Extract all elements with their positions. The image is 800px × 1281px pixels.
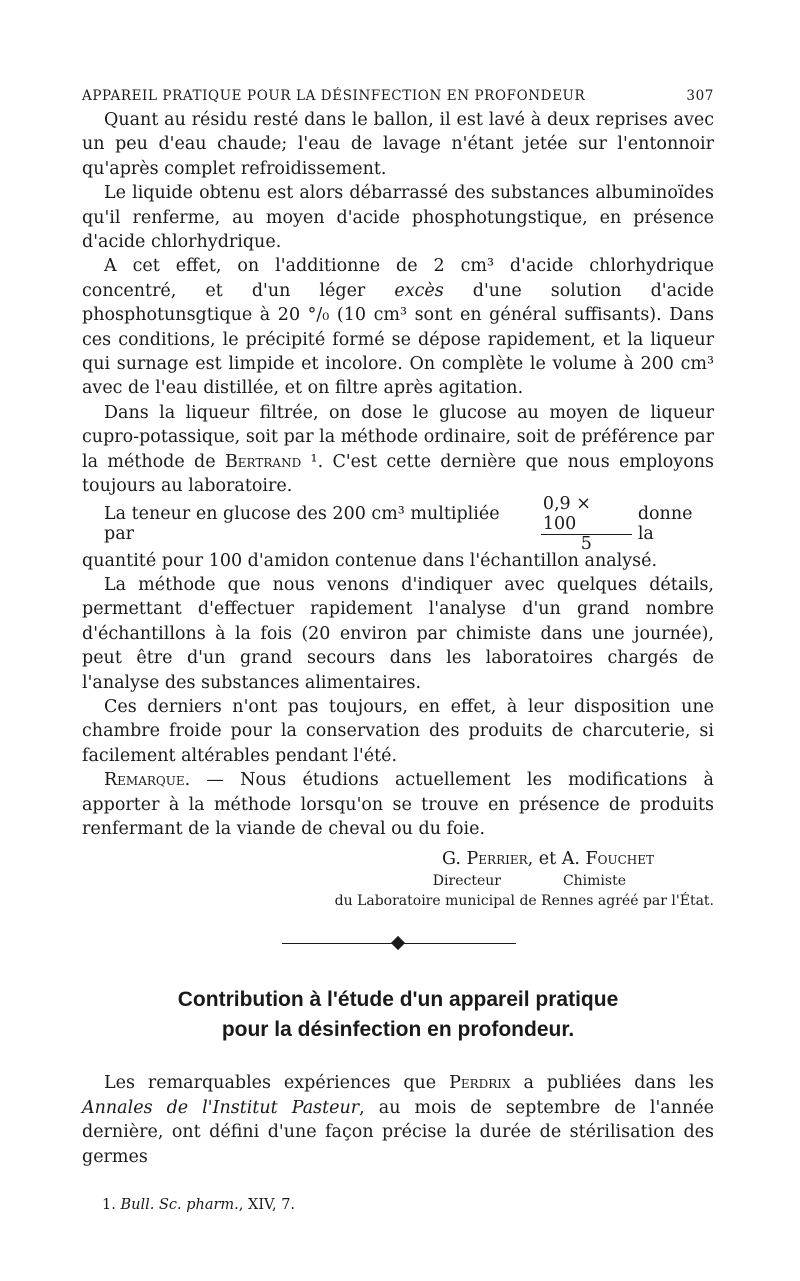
- formula-lead-text: La teneur en glucose des 200 cm³ multipliée par: [104, 503, 500, 544]
- article-title-line-1: Contribution à l'étude d'un appareil pratique: [177, 988, 619, 1012]
- paragraph-2: Le liquide obtenu est alors débarrassé des substances albuminoïdes qu'il renferme, au moyen d'acide phosphotungstique, en présence d'acide chlorhydrique.: [82, 183, 714, 253]
- page-number: 307: [686, 88, 714, 104]
- author-name-bertrand: Bertrand: [224, 451, 302, 472]
- fraction-denominator: 5: [580, 534, 592, 554]
- footnote-journal: Bull. Sc. pharm.: [120, 1197, 239, 1213]
- paragraph-3: [82, 254, 714, 400]
- section-divider: [82, 929, 714, 959]
- footnote-reference: , XIV, 7.: [238, 1197, 296, 1213]
- remark-paragraph: [82, 768, 714, 841]
- paragraph-5-continued: quantité pour 100 d'amidon contenue dans l'échantillon analysé.: [82, 550, 658, 571]
- role-chimiste: Chimiste: [562, 873, 626, 890]
- intro-text-a: Les remarquables expériences que: [104, 1073, 450, 1094]
- signature-name-fouchet: Fouchet: [585, 849, 654, 870]
- paragraph-1: Quant au résidu resté dans le ballon, il est lavé à deux reprises avec un peu d'eau chaude; l'eau de lavage n'étant jetée sur l'entonnoir qu'après complet refroidissement.: [82, 110, 714, 179]
- paragraph-6: La méthode que nous venons d'indiquer avec quelques détails, permettant d'effectuer rapidement l'analyse d'un grand nombre d'échantillons à la fois (20 environ par chimiste dans une journée), peut être d'un grand secours dans les laboratoires chargés de l'analyse des substances alimentaires.: [82, 574, 714, 693]
- formula-trail-text: donne la: [637, 503, 693, 544]
- footnote-number: 1.: [102, 1197, 121, 1213]
- role-directeur: Directeur: [432, 873, 501, 890]
- paragraph-3-text-a: A cet effet, on l'additionne de 2 cm³ d'acide chlorhydrique concentré, et d'un léger: [82, 256, 714, 301]
- affiliation-text: du Laboratoire municipal de Rennes agréé par l'État.: [334, 893, 714, 910]
- signature-affiliation: [82, 891, 714, 911]
- intro-text-c: , au mois de septembre de l'année dernière, ont défini d'une façon précise la durée de stérilisation des germes: [82, 1097, 714, 1167]
- article-title-line-2: pour la désinfection en profondeur.: [221, 1018, 575, 1042]
- author-name-perdrix: Perdrix: [449, 1073, 511, 1094]
- paragraph-3-text-b: d'une solution d'acide phosphotunsgtique à 20 °/₀ (10 cm³ sont en général suffisants). Dans ces conditions, le précipité formé se dépose rapidement, et la liqueur qui surnage est limpide et incolore. On complète le volume à 200 cm³ avec de l'eau distillée, et on filtre après agitation.: [82, 280, 714, 399]
- paragraph-4-text-b: ¹. C'est cette dernière que nous employons toujours au laboratoire.: [82, 451, 714, 497]
- paragraph-7: Ces derniers n'ont pas toujours, en effet, à leur disposition une chambre froide pour la conservation des produits de charcuterie, si facilement altérables pendant l'été.: [82, 696, 714, 766]
- signature-roles: [82, 871, 714, 891]
- journal-title: Annales de l'Institut Pasteur: [82, 1097, 360, 1118]
- signature: [82, 847, 714, 871]
- remark-label: Remarque.: [104, 770, 191, 791]
- paragraph-3-italic: excès: [394, 280, 444, 301]
- running-header: [82, 86, 714, 106]
- signature-initial-1: G.: [442, 849, 467, 870]
- footnote: [82, 1197, 714, 1213]
- signature-joiner: , et A.: [527, 849, 586, 870]
- signature-name-perrier: Perrier: [466, 849, 528, 870]
- fraction: [541, 494, 632, 553]
- article-intro: [82, 1071, 714, 1169]
- paragraph-4-text-a: Dans la liqueur filtrée, on dose le glucose au moyen de liqueur cupro-potassique, soit par la méthode ordinaire, soit de préférence par la méthode de: [82, 402, 714, 472]
- page: [82, 86, 714, 1213]
- remark-text: — Nous étudions actuellement les modifications à apporter à la méthode lorsqu'on se trouve en présence de produits renfermant de la viande de cheval ou du foie.: [82, 770, 714, 839]
- formula-line: [82, 494, 714, 554]
- running-title: APPAREIL PRATIQUE POUR LA DÉSINFECTION EN PROFONDEUR: [82, 88, 586, 104]
- intro-text-b: a publiées dans les: [510, 1073, 714, 1094]
- fraction-numerator: 0,9 × 100: [541, 494, 632, 535]
- divider-diamond-icon: [391, 936, 405, 950]
- paragraph-4: [82, 401, 714, 499]
- article-title: [82, 985, 714, 1045]
